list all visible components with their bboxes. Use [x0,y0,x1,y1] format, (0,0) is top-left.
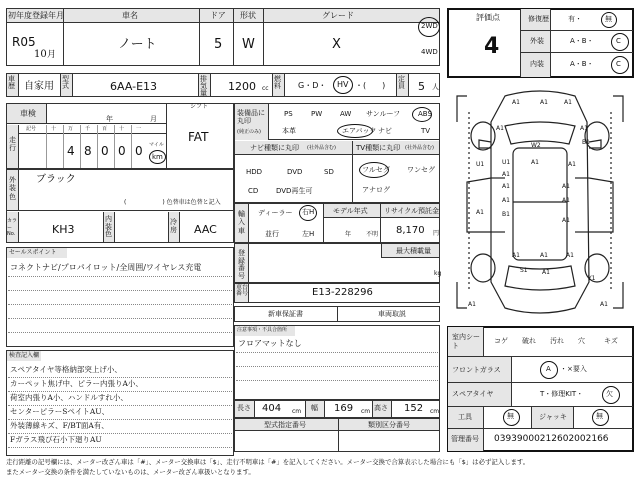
length-value: 404 [262,403,282,414]
damage-label: A1 [496,125,504,132]
inspection-year-unit: 年 [106,115,113,123]
model-year-label: モデル年式 [333,207,368,215]
width-label: 幅 [311,404,318,412]
exterior-label: 外装 [530,37,544,45]
digit-header-cell: 十 [119,126,125,132]
door-label: ドア [210,11,226,20]
fullseg-circle [359,162,389,178]
length-unit: cm [292,408,302,415]
reg-no-label: 登録番号 [238,249,245,281]
tv-label: TV種類に丸印 [356,144,401,152]
car-name-label: 車名 [122,11,138,20]
inspector-note-line: 荷室内張りA小、ハンドルすれ小、 [10,393,128,402]
damage-label: A1 [512,252,520,259]
damage-label: A1 [468,301,476,308]
damage-label: A1 [562,217,570,224]
front-glass-label: フロントガラス [452,366,501,374]
inspector-notes-label: 検査記入欄 [9,352,40,359]
car-outline-svg [447,82,634,322]
seat-item: キズ [604,337,618,345]
grade-label: グレード [322,11,354,20]
odometer-digit: 4 [67,144,75,158]
max-load-label: 最大積載量 [396,247,431,255]
nav-item: HDD [246,168,263,176]
seat-item: 汚れ [550,337,564,345]
manual-label: 車両取説 [378,310,406,318]
interior-options: A・B・ [570,60,594,68]
damage-label: A1 [512,99,520,106]
ac-value: AAC [194,223,217,236]
seat-item: 穴 [578,337,585,345]
exterior-color-label: 外装色 [9,176,16,201]
damage-label: S1 [520,267,528,274]
seat-item: コゲ [494,337,508,345]
shape-label: 形状 [240,11,256,20]
equipment-item: ABS [418,110,432,118]
color-no-label: カラーNo. [7,218,18,237]
damage-label: A1 [580,125,588,132]
damage-label: A1 [600,301,608,308]
note-rule [8,405,232,406]
damage-label: A1 [476,209,484,216]
mark-label: 記号 [26,126,37,132]
odometer-digit: 0 [101,144,109,158]
damage-label: A1 [502,183,510,190]
repair-label: 修復歴 [528,15,549,23]
damage-label: Y1 [588,275,596,282]
parallel-label: 並行 [265,230,279,238]
digit-divider [63,125,64,168]
sales-point-text: コネクトナビ/プロパイロット/全周囲/ワイヤレス充電 [10,263,202,272]
exterior-color-value: ブラック [36,174,76,185]
recycle-label: リサイクル預託金 [384,207,440,215]
class-label: 類別区分番号 [368,421,410,429]
damage-label: A1 [531,159,539,166]
exterior-selected: C [616,37,621,45]
equipment-sublabel: (純正のみ) [237,129,261,135]
jack-label: ジャッキ [539,413,567,421]
recycle-unit: 円 [433,230,440,237]
docs-notes-text: フロアマットなし [238,339,302,348]
digit-divider [46,125,47,168]
handle-right: 右H [302,208,315,216]
damage-label: A1 [564,99,572,106]
import-label: 輸入車 [238,210,245,235]
type-cert-label: 型式指定番号 [264,421,306,429]
damage-label: A1 [542,269,550,276]
repair-options: 有・ [568,15,582,23]
nav-item: DVD [287,168,303,176]
first-reg-label: 初年度登録年月 [8,11,64,20]
ac-label: 冷房 [170,218,177,234]
displacement-unit: cc [262,85,269,92]
damage-label: A1 [562,197,570,204]
mile-label: マイル [149,142,164,148]
spare-options: T・修理KIT・ [540,390,584,398]
model-label: 型式 [62,75,69,90]
inspection-month-unit: 月 [150,115,157,123]
note-rule [8,447,232,448]
first-reg-year: R05 [12,35,36,49]
model-year-value: 不明 [366,231,379,238]
equipment-item: PW [311,110,323,118]
interior-selected: C [616,60,621,68]
damage-label: A1 [502,197,510,204]
max-load-unit: kg [434,270,442,277]
note-rule [8,419,232,420]
width-value: 169 [334,403,354,414]
first-reg-month: 10 [34,49,47,60]
note-rule [8,433,232,434]
length-label: 長さ [237,404,251,412]
drive-4wd: 4WD [421,48,438,56]
car-name: ノート [118,37,157,52]
shape-value: W [242,37,255,52]
mgmt-value: 0393900021260200216​6 [494,434,609,444]
digit-divider [80,125,81,168]
car-diagram [447,82,634,322]
shift-value: FAT [188,130,209,144]
equipment-item: AW [340,110,352,118]
front-glass-selected: A [546,365,551,373]
damage-label: A1 [566,252,574,259]
equipment-item: 本革 [282,127,296,135]
digit-divider [114,125,115,168]
reg-label: 車歴 [8,75,15,90]
odometer-digit: 0 [118,144,126,158]
digit-divider [97,125,98,168]
damage-label: A1 [540,252,548,259]
dealer-label: ディーラー [258,209,293,217]
damage-label: A1 [540,99,548,106]
digit-header-cell: 万 [68,126,74,132]
digit-divider [131,125,132,168]
odometer-label: 走行 [9,136,16,153]
model-year-year: 年 [345,231,352,238]
footer-line2: またメーター交換の条件を満たしていないものは、メーター改ざん車扱いとなります。 [6,468,255,476]
nav-label: ナビ種類に丸印 [250,144,299,152]
damage-label: A1 [502,171,510,178]
mgmt-label: 管理番号 [451,435,479,443]
tv-sub: (社外品含む) [405,145,434,151]
eval-value: 4 [484,34,500,59]
notes-block [234,325,440,400]
damage-label: A1 [568,161,576,168]
spare-label: スペアタイヤ [452,390,494,398]
equipment-item: エアバック [342,127,377,135]
handle-left: 左H [302,230,315,238]
capacity-unit: 人 [432,83,439,91]
fuel-label: 燃料 [274,75,281,90]
chassis-value: E13-228296 [312,287,373,298]
inspector-note-line: カーペット焦げ中、ピラー内張りA小、 [10,379,143,388]
damage-label: U1 [476,161,485,168]
equipment-item: サンルーフ [366,110,401,118]
tv-item: ワンセグ [407,166,435,174]
shift-label: シフト [190,103,209,110]
inspector-note-line: センターピラーSペイトAU、 [10,407,110,416]
color-no-value: KH3 [52,223,75,236]
odometer-digit: 8 [84,144,92,158]
door-value: 5 [214,37,223,52]
fuel-tail: ・( ) [355,81,386,90]
nav-item: CD [248,187,259,195]
docs-notes-label: 注意事項・不具合箇所 [237,327,288,333]
exterior-options: A・B・ [570,37,594,45]
sales-point-label: セールスポイント [9,249,57,256]
seat-label: 室内シート [452,333,480,351]
jack-selected: 無 [596,412,603,420]
displacement-value: 1200 [228,80,256,93]
height-value: 152 [404,403,424,414]
nav-sub: (社外品含む) [307,145,336,151]
recycle-value: 8,170 [396,225,425,236]
capacity-label: 定員 [398,75,405,90]
warranty-label: 新車保証書 [268,310,303,318]
displacement-label: 排気量 [200,75,207,97]
footer-line1: 走行距離の記号欄には、メーター改ざん車は「#」、メーター交換車は「$」、走行不明車は「#」を記入してください。メーター交換で合算表示した場合にも「$」は必ず記入します。 [6,458,530,466]
abs-circle [412,107,432,122]
damage-label: W2 [531,142,541,149]
fuel-selected: HV [337,80,349,89]
grade-value: X [332,37,341,52]
tv-item: アナログ [362,186,390,194]
front-glass-tail: ・×要入 [560,365,587,373]
inspector-note-line: 外装薄線キズ、F/BT面A有、 [10,421,109,430]
damage-label: U1 [502,159,511,166]
digit-header-cell: 一 [136,126,142,132]
seat-item: 破れ [522,337,536,345]
height-unit: cm [430,408,440,415]
height-label: 高さ [374,404,388,412]
inspection-label: 車検 [20,109,36,118]
km-label: km [152,153,163,161]
inspector-note-line: スペアタイヤ等格納部突上げ小、 [10,365,122,374]
digit-header-cell: 百 [102,126,108,132]
reg-value: 自家用 [24,81,54,92]
fuel-options: G・D・ [298,81,327,90]
equipment-item: ナビ [378,127,392,135]
digit-header-cell: 十 [51,126,57,132]
airbag-circle [337,124,373,138]
tools-label: 工具 [458,413,472,421]
width-unit: cm [361,408,371,415]
damage-label: B1 [502,211,510,218]
interior-label: 内装 [530,60,544,68]
repair-selected: 無 [605,15,612,23]
note-rule [8,377,232,378]
color-change-note: ( ) 色替車は色替と記入 [124,199,221,206]
damage-label: A1 [562,183,570,190]
model-value: 6AA-E13 [110,80,158,93]
spare-selected: 欠 [606,390,613,398]
tools-selected: 無 [507,412,514,420]
nav-item: SD [324,168,334,176]
chassis-label: 車台番号 [236,284,249,297]
interior-color-label: 内装色 [105,215,112,239]
damage-label: B1 [582,139,590,146]
nav-item: DVD再生可 [276,187,313,195]
eval-label: 評価点 [476,13,500,22]
month-unit: 月 [47,50,57,60]
equipment-label: 装備品に丸印 [237,109,265,125]
note-rule [8,391,232,392]
inspector-note-line: Fガラス飛び石小下廻りAU [10,435,102,444]
capacity-value: 5 [418,80,425,93]
odometer-digit: 0 [135,144,143,158]
tv-item: フルセグ [362,166,390,174]
equipment-item: TV [421,127,431,135]
digit-header-cell: 千 [85,126,91,132]
drive-2wd: 2WD [421,22,438,30]
equipment-item: PS [284,110,293,118]
